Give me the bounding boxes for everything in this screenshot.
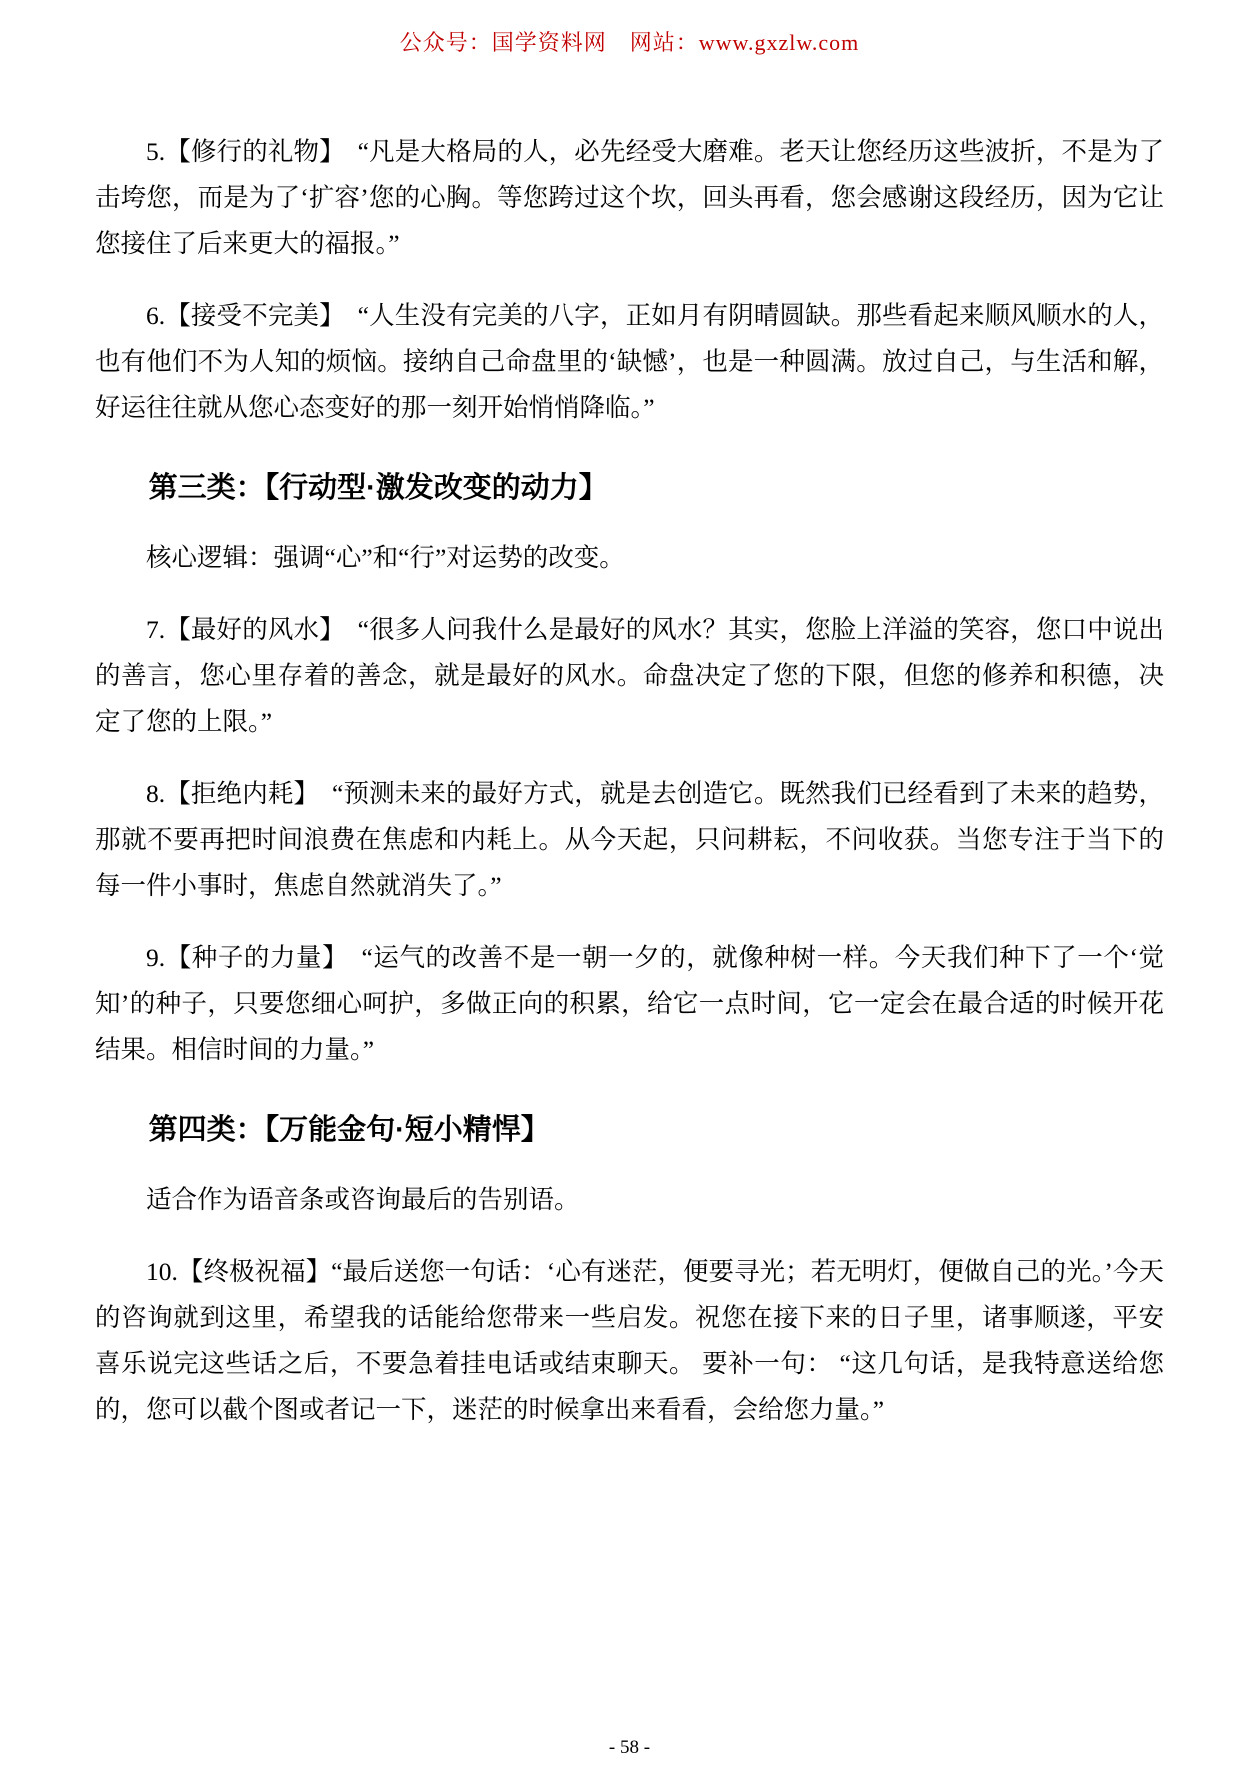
paragraph-item-6: 6.【接受不完美】 “人生没有完美的八字，正如月有阴晴圆缺。那些看起来顺风顺水的人，也有他们不为人知的烦恼。接纳自己命盘里的‘缺憾’，也是一种圆满。放过自己，与生活和解，好运往往就从您心态变好的那一刻开始悄悄降临。” xyxy=(95,301,1164,422)
paragraph-item-8: 8.【拒绝内耗】 “预测未来的最好方式，就是去创造它。既然我们已经看到了未来的趋势，那就不要再把时间浪费在焦虑和内耗上。从今天起，只问耕耘，不问收获。当您专注于当下的每一件小事时，焦虑自然就消失了。” xyxy=(95,779,1164,900)
paragraph-item-7: 7.【最好的风水】 “很多人问我什么是最好的风水？其实，您脸上洋溢的笑容，您口中说出的善言，您心里存着的善念，就是最好的风水。命盘决定了您的下限，但您的修养和积德，决定了您的上限。” xyxy=(95,615,1164,736)
paragraph-core-logic: 核心逻辑：强调“心”和“行”对运势的改变。 xyxy=(146,543,625,572)
header-text: 公众号：国学资料网 网站：www.gxzlw.com xyxy=(399,30,860,55)
section-heading-category-3: 第三类：【行动型·激发改变的动力】 xyxy=(148,472,608,504)
document-body xyxy=(0,129,1259,1433)
page-header xyxy=(0,0,1259,57)
page-footer xyxy=(0,1737,1259,1759)
paragraph-intro-category-4: 适合作为语音条或咨询最后的告别语。 xyxy=(146,1185,580,1214)
paragraph-item-9: 9.【种子的力量】 “运气的改善不是一朝一夕的，就像种树一样。今天我们种下了一个‘觉知’的种子，只要您细心呵护，多做正向的积累，给它一点时间，它一定会在最合适的时候开花结果。相信时间的力量。” xyxy=(95,943,1164,1064)
paragraph-item-5: 5.【修行的礼物】 “凡是大格局的人，必先经受大磨难。老天让您经历这些波折，不是为了击垮您，而是为了‘扩容’您的心胸。等您跨过这个坎，回头再看，您会感谢这段经历，因为它让您接住了后来更大的福报。” xyxy=(95,137,1164,258)
section-heading-category-4: 第四类：【万能金句·短小精悍】 xyxy=(148,1114,550,1146)
page-number: - 58 - xyxy=(608,1737,651,1758)
paragraph-item-10: 10.【终极祝福】“最后送您一句话：‘心有迷茫，便要寻光；若无明灯，便做自己的光。’今天的咨询就到这里，希望我的话能给您带来一些启发。祝您在接下来的日子里，诸事顺遂，平安喜乐说完这些话之后，不要急着挂电话或结束聊天。 要补一句： “这几句话，是我特意送给您的，您可以截个图或者记一下，迷茫的时候拿出来看看，会给您力量。” xyxy=(95,1257,1164,1424)
